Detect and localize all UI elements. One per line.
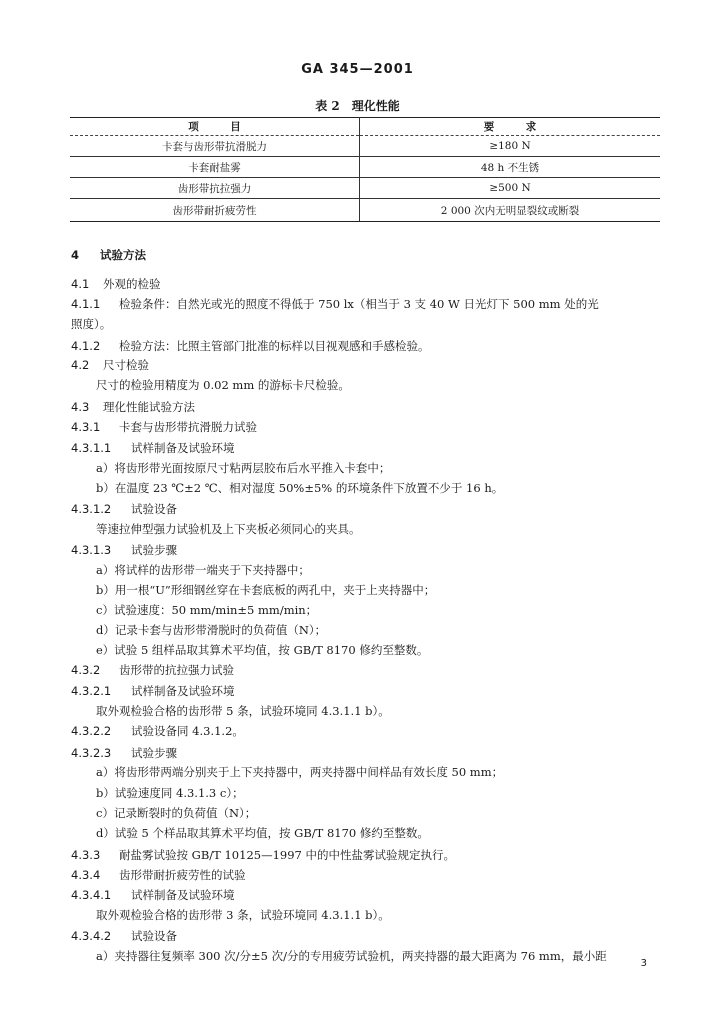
section-number: 4.3.1.2 (71, 502, 112, 516)
table-row (70, 199, 660, 222)
table-row (70, 178, 660, 199)
line-text: a）将齿形带光面按原尺寸粘两层胶布后水平推入卡套中； (96, 461, 391, 475)
line-text: 试验设备 (131, 929, 177, 943)
line-text: 理化性能试验方法 (103, 400, 195, 414)
line-text: 取外观检验合格的齿形带 3 条，试验环境同 4.3.1.1 b）。 (96, 908, 390, 922)
line-text: 试验步骤 (131, 746, 177, 760)
table-row (70, 157, 660, 178)
table-caption: 表 2 理化性能 (315, 99, 400, 113)
line-text: a）将试样的齿形带一端夹于下夹持器中； (96, 563, 310, 577)
table-cell-item: 卡套与齿形带抗滑脱力 (70, 136, 360, 157)
line-text: e）试验 5 组样品取其算术平均值，按 GB/T 8170 修约至整数。 (96, 643, 429, 657)
section-number: 4.3.2.2 (71, 724, 112, 738)
section-number: 4.3.2.1 (71, 684, 112, 698)
section-number: 4.3.1 (71, 420, 101, 434)
table-header-row (70, 118, 660, 136)
line-text: d）记录卡套与齿形带滑脱时的负荷值（N）； (96, 623, 327, 637)
line-text: 试验设备同 4.3.1.2。 (131, 724, 244, 738)
line-text: 试样制备及试验环境 (131, 441, 235, 455)
line-text: 取外观检验合格的齿形带 5 条，试验环境同 4.3.1.1 b）。 (96, 704, 390, 718)
section-number: 4.3.4 (71, 868, 101, 882)
line-text: b）用一根“U”形细钢丝穿在卡套底板的两孔中，夹于上夹持器中； (96, 583, 436, 597)
properties-table (70, 117, 660, 222)
line-text: 耐盐雾试验按 GB/T 10125—1997 中的中性盐雾试验规定执行。 (119, 848, 455, 862)
line-text: b）试验速度同 4.3.1.3 c）； (96, 786, 244, 800)
table-cell-item: 齿形带耐折疲劳性 (70, 199, 360, 222)
section-number: 4 (71, 248, 80, 262)
line-text: 试验设备 (131, 502, 177, 516)
section-number: 4.2 (71, 358, 90, 372)
line-text: 卡套与齿形带抗滑脱力试验 (119, 420, 257, 434)
line-text: 检验条件：自然光或光的照度不得低于 750 lx（相当于 3 支 40 W 日光灯下 500 mm 处的光 (119, 297, 599, 311)
table-cell-item: 齿形带抗拉强力 (70, 178, 360, 199)
line-text: 试验方法 (100, 248, 146, 262)
section-number: 4.3.4.1 (71, 888, 112, 902)
line-text: 等速拉伸型强力试验机及上下夹板必须同心的夹具。 (96, 522, 361, 536)
line-text: d）试验 5 个样品取其算术平均值，按 GB/T 8170 修约至整数。 (96, 826, 429, 840)
line-text: 试样制备及试验环境 (131, 684, 235, 698)
table-cell-requirement: ≥500 N (360, 178, 661, 199)
section-number: 4.3.3 (71, 848, 101, 862)
line-text: 检验方法：比照主管部门批准的标样以目视观感和手感检验。 (119, 339, 430, 353)
page-header-standard-code: GA 345—2001 (301, 62, 414, 77)
section-number: 4.3.1.3 (71, 543, 112, 557)
line-text: 外观的检验 (103, 277, 161, 291)
section-number: 4.3.2 (71, 663, 101, 677)
line-text: c）试验速度：50 mm/min±5 mm/min； (96, 603, 318, 617)
line-text: 试验步骤 (131, 543, 177, 557)
section-number: 4.1 (71, 277, 90, 291)
table-cell-item: 卡套耐盐雾 (70, 157, 360, 178)
line-text: 照度）。 (71, 317, 112, 331)
table-header-requirement: 要 求 (360, 118, 661, 136)
line-text: 尺寸的检验用精度为 0.02 mm 的游标卡尺检验。 (96, 378, 350, 392)
section-number: 4.3.4.2 (71, 929, 112, 943)
table-row (70, 136, 660, 157)
table-cell-requirement: ≥180 N (360, 136, 661, 157)
line-text: b）在温度 23 ℃±2 ℃、相对湿度 50%±5% 的环境条件下放置不少于 16 h。 (96, 481, 504, 495)
section-number: 4.1.1 (71, 297, 101, 311)
line-text: 尺寸检验 (103, 358, 149, 372)
line-text: a）夹持器往复频率 300 次/分±5 次/分的专用疲劳试验机，两夹持器的最大距离为 76 mm，最小距 (96, 949, 607, 963)
table-cell-requirement: 2 000 次内无明显裂纹或断裂 (360, 199, 661, 222)
line-text: 齿形带的抗拉强力试验 (119, 663, 234, 677)
section-number: 4.1.2 (71, 339, 101, 353)
section-number: 4.3 (71, 400, 90, 414)
line-text: 齿形带耐折疲劳性的试验 (119, 868, 246, 882)
section-number: 4.3.1.1 (71, 441, 112, 455)
line-text: c）记录断裂时的负荷值（N）； (96, 806, 257, 820)
line-text: a）将齿形带两端分别夹于上下夹持器中，两夹持器中间样品有效长度 50 mm； (96, 765, 504, 779)
table-cell-requirement: 48 h 不生锈 (360, 157, 661, 178)
page-number: 3 (640, 958, 647, 969)
section-number: 4.3.2.3 (71, 746, 112, 760)
line-text: 试样制备及试验环境 (131, 888, 235, 902)
table-header-item: 项 目 (70, 118, 360, 136)
